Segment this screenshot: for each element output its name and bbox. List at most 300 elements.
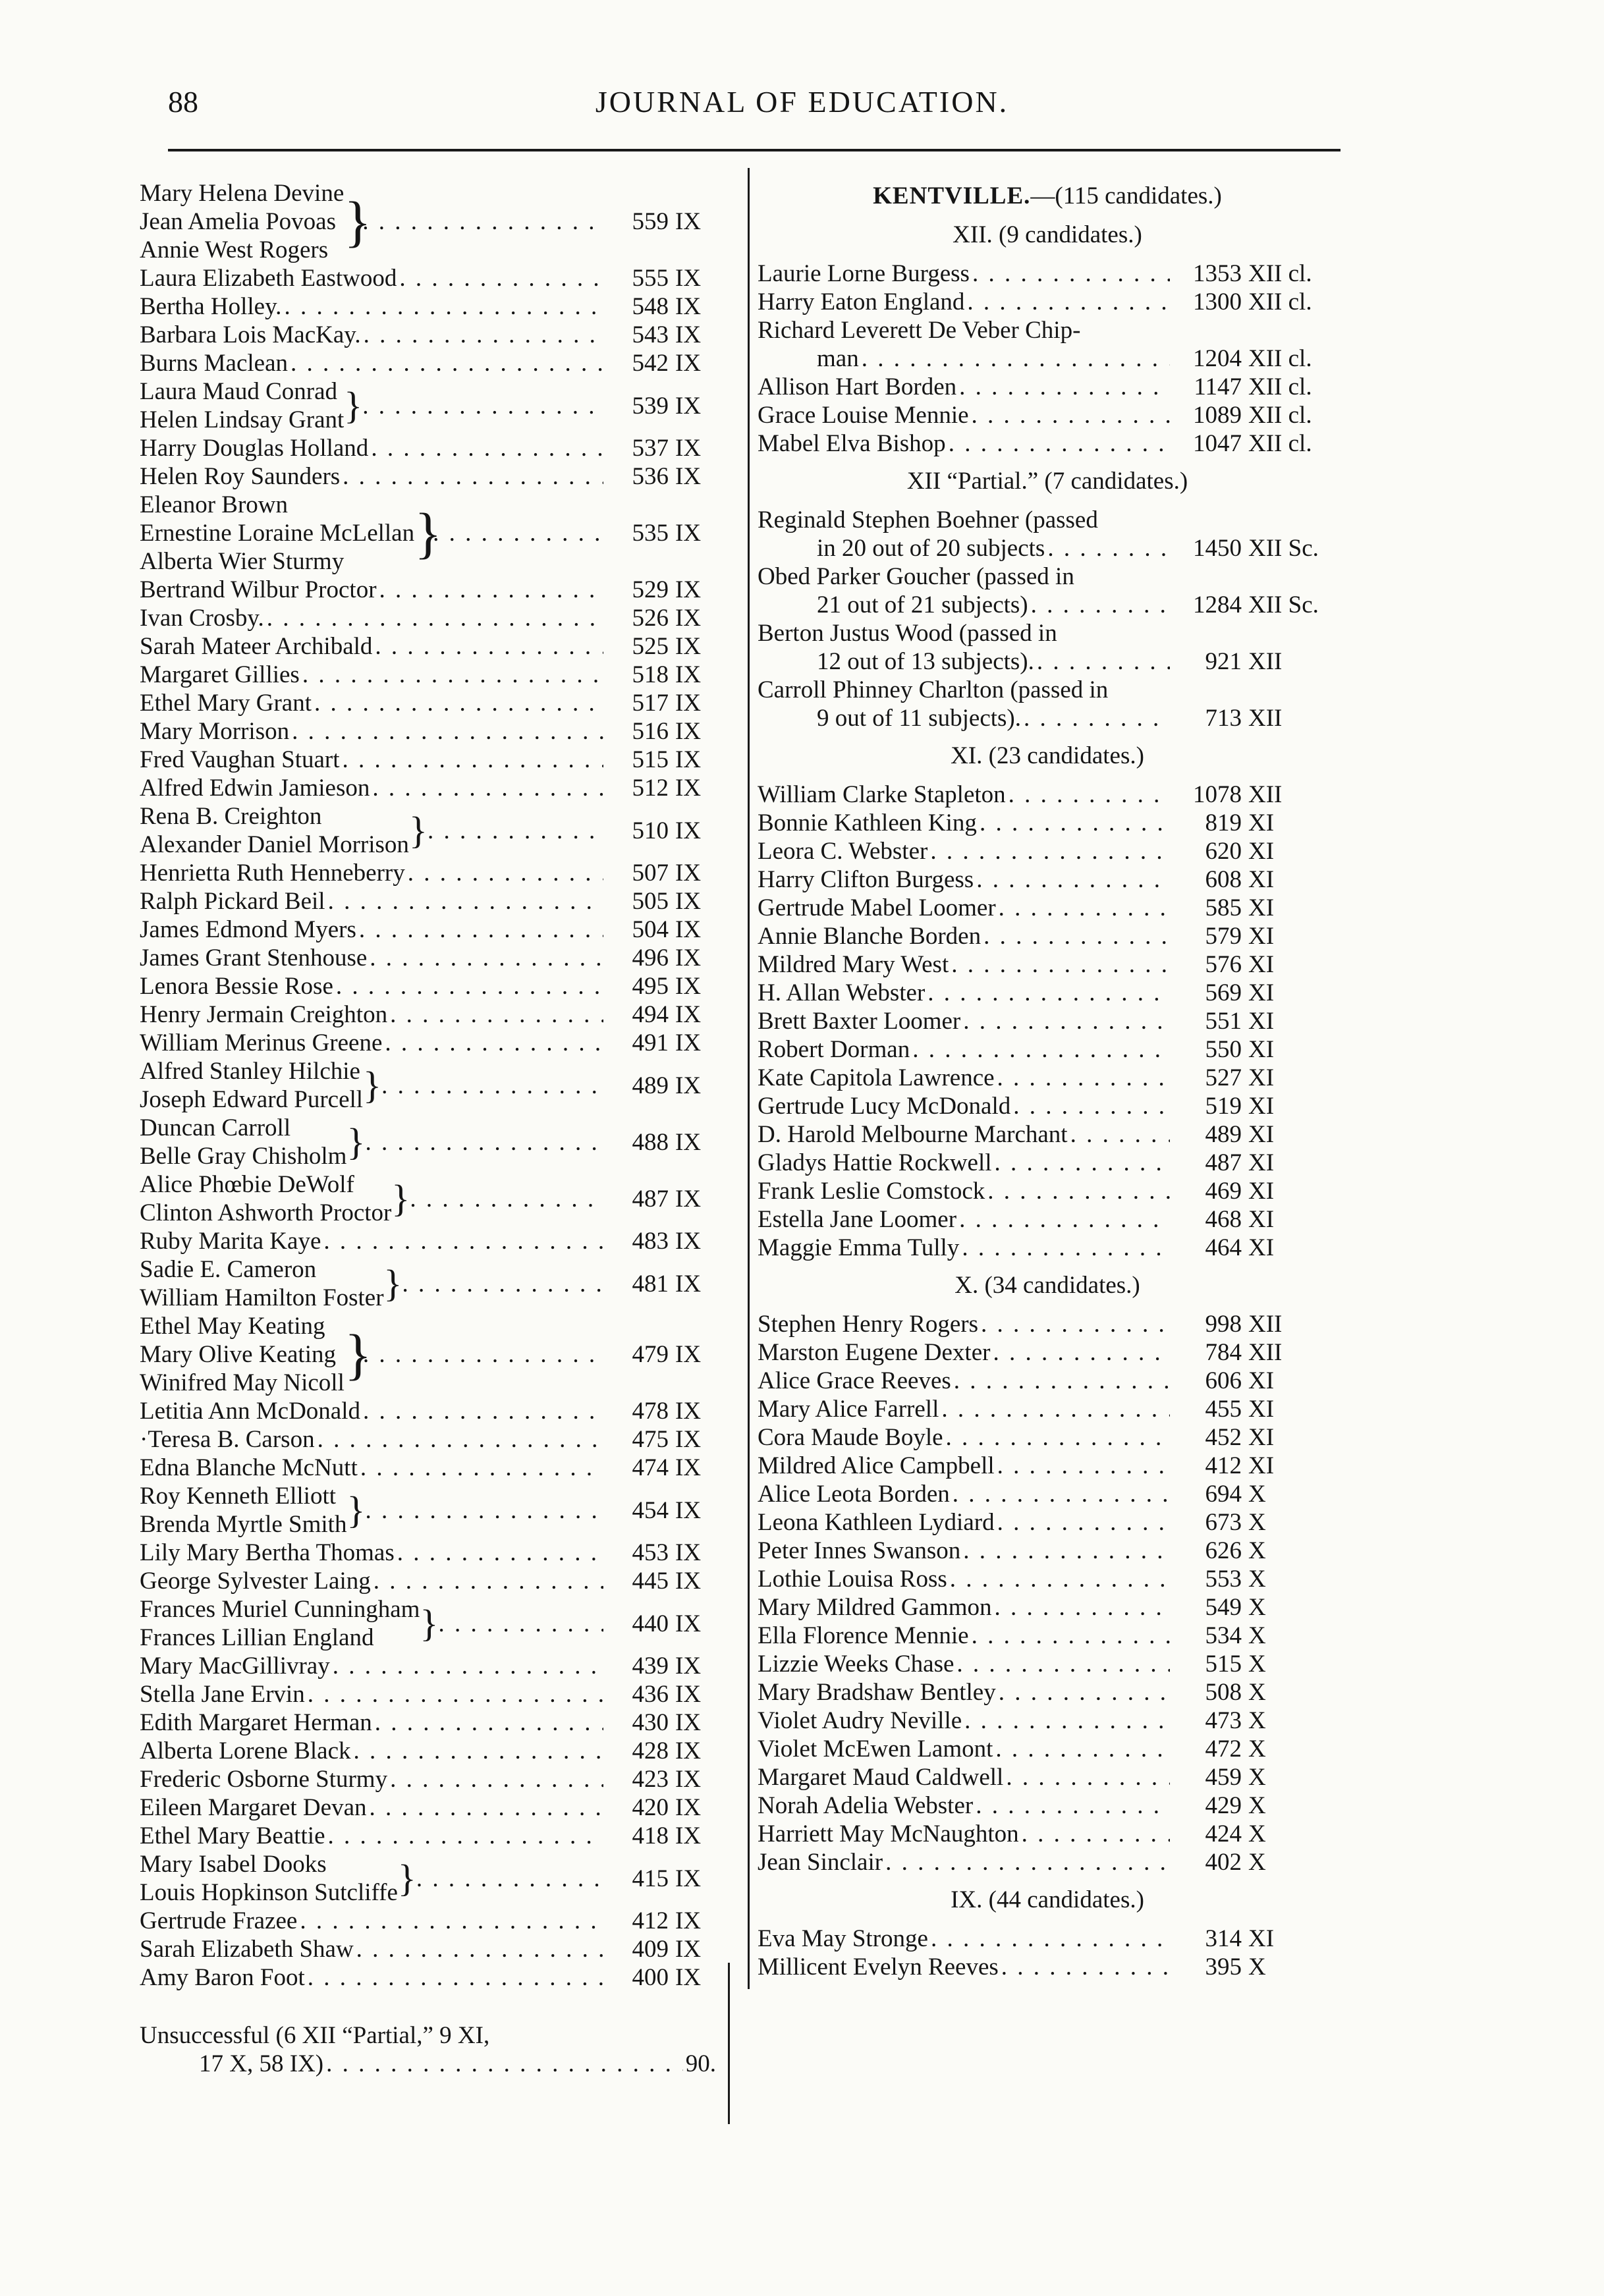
candidate-name: Ethel May Keating	[140, 1313, 325, 1340]
grade: X	[1248, 1849, 1266, 1876]
grade: XI	[1248, 1452, 1275, 1479]
candidate-names	[140, 1255, 384, 1312]
candidate-name: Edith Margaret Herman	[140, 1709, 372, 1736]
dot-leader	[987, 1177, 1170, 1205]
candidate-name: Alice Phœbie DeWolf	[140, 1171, 354, 1198]
list-item	[140, 1170, 716, 1227]
grade: IX	[675, 576, 702, 603]
grade: IX	[675, 1737, 702, 1764]
list-item	[140, 1793, 716, 1822]
score: 1089	[1193, 402, 1242, 429]
dot-leader	[997, 1452, 1170, 1480]
brace-mark: }	[420, 1602, 439, 1645]
dot-leader	[976, 865, 1170, 894]
candidate-name: Duncan Carroll	[140, 1114, 291, 1141]
candidate-name: Alice Leota Borden	[758, 1481, 950, 1508]
section-heading: XI. (23 candidates.)	[951, 742, 1144, 769]
section-heading: X. (34 candidates.)	[954, 1272, 1140, 1299]
grade: X	[1248, 1509, 1266, 1536]
candidate-names	[140, 179, 344, 264]
candidate-name: Brenda Myrtle Smith	[140, 1511, 347, 1538]
candidate-name: Grace Louise Mennie	[758, 402, 969, 429]
candidate-name: Leona Kathleen Lydiard	[758, 1509, 995, 1536]
score: 555	[632, 265, 669, 292]
brace-mark: }	[344, 384, 363, 427]
score: 553	[1205, 1566, 1242, 1593]
dot-leader	[343, 746, 604, 774]
list-item	[758, 894, 1337, 922]
dot-leader	[962, 1234, 1170, 1262]
score: 713	[1205, 705, 1242, 732]
list-item	[758, 1820, 1337, 1848]
dot-leader	[364, 321, 603, 349]
candidate-name: Mary Morrison	[140, 718, 290, 745]
candidate-name: Mabel Elva Bishop	[758, 430, 946, 457]
score: 526	[632, 605, 669, 632]
candidate-names	[140, 1850, 398, 1907]
candidate-names	[140, 1425, 315, 1454]
score: 1450	[1193, 535, 1242, 562]
dot-leader	[363, 1340, 603, 1369]
grade: X	[1248, 1679, 1266, 1706]
score: 478	[632, 1398, 669, 1425]
grade: XI	[1248, 1036, 1275, 1063]
brace-mark: }	[383, 1262, 402, 1305]
dot-leader	[1031, 591, 1170, 619]
score: 439	[632, 1653, 669, 1680]
grade: IX	[675, 520, 702, 547]
candidate-names	[140, 717, 289, 746]
dot-leader	[1037, 647, 1170, 676]
score: 468	[1205, 1206, 1242, 1233]
list-item	[758, 1035, 1337, 1064]
brace-mark: }	[346, 1120, 366, 1163]
list-item	[140, 179, 716, 264]
grade: IX	[675, 605, 702, 632]
candidate-name: Harry Clifton Burgess	[758, 866, 974, 893]
candidate-name: Ethel Mary Grant	[140, 690, 312, 717]
candidate-name: Burns Maclean	[140, 350, 289, 377]
dot-leader	[328, 1822, 603, 1850]
candidate-name-cont: in 20 out of 20 subjects	[817, 535, 1045, 562]
candidate-name: Alice Grace Reeves	[758, 1367, 951, 1394]
grade: IX	[675, 1341, 702, 1368]
grade: XI	[1248, 979, 1275, 1006]
candidate-names	[140, 1595, 420, 1652]
grade: XI	[1248, 894, 1275, 921]
grade: XII	[1248, 705, 1283, 732]
dot-leader	[999, 894, 1170, 922]
dot-leader	[362, 392, 603, 420]
dot-leader	[885, 1848, 1170, 1876]
dot-leader	[370, 1793, 604, 1822]
grade: IX	[675, 973, 702, 1000]
score: 1147	[1194, 373, 1242, 400]
candidate-names	[140, 689, 312, 717]
dot-leader	[949, 429, 1170, 458]
candidate-name: Laura Elizabeth Eastwood	[140, 265, 397, 292]
score: 576	[1205, 951, 1242, 978]
dot-leader	[963, 1007, 1170, 1035]
score: 494	[632, 1001, 669, 1028]
dot-leader	[983, 922, 1170, 950]
list-item	[140, 1057, 716, 1114]
dot-leader	[356, 1935, 603, 1963]
candidate-name: Mary Isabel Dooks	[140, 1851, 327, 1878]
candidate-name: Jean Sinclair	[758, 1849, 883, 1876]
unsuccessful-line: Unsuccessful (6 XII “Partial,” 9 XI,	[140, 2022, 490, 2049]
grade: IX	[675, 1568, 702, 1595]
dot-leader	[980, 809, 1170, 837]
grade: IX	[675, 860, 702, 887]
candidate-name: Frances Muriel Cunningham	[140, 1596, 420, 1623]
grade: XII cl.	[1248, 373, 1312, 400]
dot-leader	[333, 1652, 603, 1680]
grade: XII cl.	[1248, 402, 1312, 429]
candidate-name: Robert Dorman	[758, 1036, 910, 1063]
dot-leader	[912, 1035, 1170, 1064]
list-item	[758, 401, 1337, 429]
grade: IX	[675, 718, 702, 745]
score: 395	[1205, 1954, 1242, 1981]
grade: XI	[1248, 1178, 1275, 1205]
grade: IX	[675, 463, 702, 490]
list-item	[758, 1537, 1337, 1565]
candidate-name: Harry Eaton England	[758, 288, 965, 315]
dot-leader	[941, 1395, 1170, 1423]
grade: IX	[675, 1610, 702, 1637]
grade: XI	[1248, 1008, 1275, 1035]
score: 473	[1205, 1707, 1242, 1734]
candidate-name: James Grant Stenhouse	[140, 944, 368, 971]
candidate-name: Mary MacGillivray	[140, 1653, 330, 1680]
grade: X	[1248, 1594, 1266, 1621]
grade: IX	[675, 1794, 702, 1821]
list-item	[140, 1114, 716, 1170]
score: 487	[1205, 1149, 1242, 1176]
dot-leader	[1013, 1092, 1170, 1120]
dot-leader	[964, 1707, 1170, 1735]
grade: IX	[675, 1072, 702, 1099]
candidate-name: Ella Florence Mennie	[758, 1622, 969, 1649]
score: 429	[1205, 1792, 1242, 1819]
score: 518	[632, 661, 669, 688]
list-item	[140, 1680, 716, 1708]
candidate-name-cont: 9 out of 11 subjects).	[817, 705, 1022, 732]
grade: XII cl.	[1248, 430, 1312, 457]
score: 569	[1205, 979, 1242, 1006]
candidate-name: Eleanor Brown	[140, 491, 289, 518]
list-item	[758, 534, 1337, 562]
score: 475	[632, 1426, 669, 1453]
candidate-name: George Sylvester Laing	[140, 1568, 371, 1595]
candidate-names	[140, 321, 361, 349]
grade: XI	[1248, 1234, 1275, 1261]
candidate-name-cont: 21 out of 21 subjects)	[817, 591, 1028, 618]
grade: IX	[675, 1029, 702, 1056]
score: 819	[1205, 809, 1242, 836]
list-item	[140, 1822, 716, 1850]
dot-leader	[950, 1565, 1170, 1593]
dot-leader	[390, 1000, 603, 1029]
grade: IX	[675, 1822, 702, 1849]
brace-mark: }	[344, 1323, 372, 1386]
score: 606	[1205, 1367, 1242, 1394]
score: 529	[632, 576, 669, 603]
candidate-name: Alfred Edwin Jamieson	[140, 775, 370, 802]
grade: IX	[675, 1681, 702, 1708]
score: 495	[632, 973, 669, 1000]
dot-leader	[981, 1310, 1170, 1338]
candidate-names	[140, 1567, 371, 1595]
grade: XI	[1248, 1367, 1275, 1394]
candidate-names	[140, 292, 281, 321]
score: 420	[632, 1794, 669, 1821]
unsuccessful-summary	[140, 2021, 716, 2078]
candidate-name: William Clarke Stapleton	[758, 781, 1006, 808]
page-title: JOURNAL OF EDUCATION.	[595, 85, 1009, 119]
list-item	[758, 922, 1337, 950]
candidate-names	[140, 1907, 297, 1935]
list-item	[758, 1763, 1337, 1791]
candidate-names	[140, 774, 370, 802]
candidate-name: Henrietta Ruth Henneberry	[140, 860, 405, 887]
dot-leader	[365, 1128, 603, 1157]
candidate-name: Violet Audry Neville	[758, 1707, 962, 1734]
dot-leader	[381, 1072, 603, 1100]
list-item	[140, 1765, 716, 1793]
grade: XII	[1248, 648, 1283, 675]
list-item	[758, 1423, 1337, 1452]
candidate-names	[140, 1708, 372, 1737]
grade: XII	[1248, 1311, 1283, 1338]
grade: IX	[675, 1398, 702, 1425]
candidate-name: Margaret Gillies	[140, 661, 300, 688]
score: 543	[632, 321, 669, 348]
candidate-name: Gertrude Mabel Loomer	[758, 894, 996, 921]
header-rule	[168, 149, 1341, 151]
candidate-name: Mary Mildred Gammon	[758, 1594, 992, 1621]
list-item	[140, 717, 716, 746]
candidate-name: Roy Kenneth Elliott	[140, 1483, 337, 1510]
candidate-name: Millicent Evelyn Reeves	[758, 1954, 999, 1981]
dot-leader	[318, 1425, 603, 1454]
score: 489	[1205, 1121, 1242, 1148]
candidate-names	[140, 1057, 363, 1114]
grade: IX	[675, 1228, 702, 1255]
candidate-name: Gertrude Frazee	[140, 1907, 298, 1934]
grade: XII cl.	[1248, 288, 1312, 315]
candidate-name: Annie Blanche Borden	[758, 923, 982, 950]
candidate-name: Harry Douglas Holland	[140, 435, 369, 462]
grade: IX	[675, 1907, 702, 1934]
dot-leader	[379, 576, 603, 604]
list-item	[140, 1850, 716, 1907]
score: 515	[1205, 1651, 1242, 1678]
score: 519	[1205, 1093, 1242, 1120]
candidate-name: Alfred Stanley Hilchie	[140, 1058, 360, 1085]
score: 539	[632, 392, 669, 420]
score: 445	[632, 1568, 669, 1595]
list-item	[758, 1310, 1337, 1338]
score: 481	[632, 1270, 669, 1298]
grade: XII Sc.	[1248, 535, 1319, 562]
score: 527	[1205, 1064, 1242, 1091]
list-item	[140, 604, 716, 632]
grade: X	[1248, 1764, 1266, 1791]
dot-leader	[323, 1227, 603, 1255]
candidate-names	[140, 1029, 382, 1057]
dot-leader	[416, 1865, 603, 1893]
score: 559	[632, 208, 669, 235]
list-item	[758, 1338, 1337, 1367]
candidate-name: Berton Justus Wood (passed in	[758, 620, 1057, 647]
list-item	[140, 349, 716, 377]
dot-leader	[343, 462, 603, 491]
score: 464	[1205, 1234, 1242, 1261]
grade: IX	[675, 916, 702, 943]
list-item	[140, 887, 716, 916]
candidate-name: Bonnie Kathleen King	[758, 809, 977, 836]
list-item	[758, 1678, 1337, 1707]
dot-leader	[408, 859, 603, 887]
dot-leader	[428, 817, 603, 845]
candidate-name: H. Allan Webster	[758, 979, 926, 1006]
score: 489	[632, 1072, 669, 1099]
dot-leader	[362, 207, 603, 236]
candidate-name: Clinton Ashworth Proctor	[140, 1199, 392, 1226]
candidate-name: Cora Maude Boyle	[758, 1424, 943, 1451]
page-number: 88	[168, 85, 198, 119]
dot-leader	[372, 774, 603, 802]
list-item	[758, 1848, 1337, 1876]
candidate-names	[140, 604, 264, 632]
score: 508	[1205, 1679, 1242, 1706]
candidate-name: Fred Vaughan Stuart	[140, 746, 340, 773]
grade: IX	[675, 1128, 702, 1156]
dot-leader	[959, 1205, 1170, 1234]
dot-leader	[976, 1791, 1170, 1820]
candidate-name: Marston Eugene Dexter	[758, 1339, 991, 1366]
grade: XI	[1248, 951, 1275, 978]
candidate-names	[140, 746, 340, 774]
column-divider-lower	[728, 1963, 730, 2124]
candidate-name: Mary Alice Farrell	[758, 1396, 939, 1423]
candidate-names	[140, 887, 325, 916]
list-item	[758, 780, 1337, 809]
candidate-name: Allison Hart Borden	[758, 373, 957, 400]
list-item	[758, 1622, 1337, 1650]
grade: XI	[1248, 809, 1275, 836]
list-item	[140, 1567, 716, 1595]
score: 516	[632, 718, 669, 745]
dot-leader	[370, 944, 603, 972]
score: 626	[1205, 1537, 1242, 1564]
candidate-name: Eileen Margaret Devan	[140, 1794, 367, 1821]
candidate-names	[140, 462, 340, 491]
grade: XI	[1248, 1121, 1275, 1148]
candidate-name: James Edmond Myers	[140, 916, 356, 943]
list-item	[140, 1482, 716, 1539]
dot-leader	[956, 1650, 1170, 1678]
list-item	[140, 661, 716, 689]
list-item	[140, 1737, 716, 1765]
dot-leader	[375, 1708, 603, 1737]
candidate-names	[140, 972, 333, 1000]
score: 430	[632, 1709, 669, 1736]
score: 409	[632, 1936, 669, 1963]
candidate-name: Leora C. Webster	[758, 838, 928, 865]
dot-leader	[308, 1680, 603, 1708]
candidate-name: Margaret Maud Caldwell	[758, 1764, 1004, 1791]
score: 585	[1205, 894, 1242, 921]
dot-leader	[963, 1537, 1170, 1565]
list-item	[758, 260, 1337, 288]
grade: IX	[675, 1539, 702, 1566]
candidate-name: Norah Adelia Webster	[758, 1792, 974, 1819]
grade: XI	[1248, 1093, 1275, 1120]
grade: IX	[675, 1865, 702, 1892]
score: 535	[632, 520, 669, 547]
score: 537	[632, 435, 669, 462]
dot-leader	[390, 1765, 603, 1793]
score: 314	[1205, 1925, 1242, 1952]
brace-mark: }	[363, 1064, 381, 1107]
candidate-names	[140, 1680, 305, 1708]
candidate-name: Letitia Ann McDonald	[140, 1398, 360, 1425]
candidate-name: Frank Leslie Comstock	[758, 1178, 985, 1205]
candidate-names	[140, 1652, 330, 1680]
list-item	[758, 809, 1337, 837]
dot-leader	[308, 1963, 603, 1992]
score: 483	[632, 1228, 669, 1255]
list-item	[758, 1593, 1337, 1622]
score: 488	[632, 1128, 669, 1156]
candidate-name: Alberta Wier Sturmy	[140, 548, 345, 575]
list-item	[140, 1029, 716, 1057]
score: 536	[632, 463, 669, 490]
candidate-name: Ralph Pickard Beil	[140, 888, 325, 915]
candidate-name: Alberta Lorene Black	[140, 1737, 351, 1764]
list-item	[140, 264, 716, 292]
candidate-name: Frances Lillian England	[140, 1624, 374, 1651]
dot-leader	[931, 1925, 1170, 1953]
dot-leader	[267, 604, 603, 632]
grade: X	[1248, 1954, 1266, 1981]
score: 412	[632, 1907, 669, 1934]
dot-leader	[433, 519, 603, 547]
list-item	[140, 1708, 716, 1737]
grade: IX	[675, 350, 702, 377]
grade: IX	[675, 265, 702, 292]
list-item	[140, 1539, 716, 1567]
list-item	[140, 576, 716, 604]
dot-leader	[300, 1907, 603, 1935]
dot-leader	[290, 349, 603, 377]
score: 517	[632, 690, 669, 717]
score: 1284	[1193, 591, 1242, 618]
grade: IX	[675, 817, 702, 844]
candidate-name: Gertrude Lucy McDonald	[758, 1093, 1011, 1120]
grade: IX	[675, 1653, 702, 1680]
grade: XI	[1248, 1925, 1275, 1952]
dot-leader	[959, 373, 1170, 401]
grade: XI	[1248, 1396, 1275, 1423]
list-item	[758, 1480, 1337, 1508]
list-item	[758, 950, 1337, 979]
score: 784	[1205, 1339, 1242, 1366]
dot-leader	[410, 1185, 603, 1213]
